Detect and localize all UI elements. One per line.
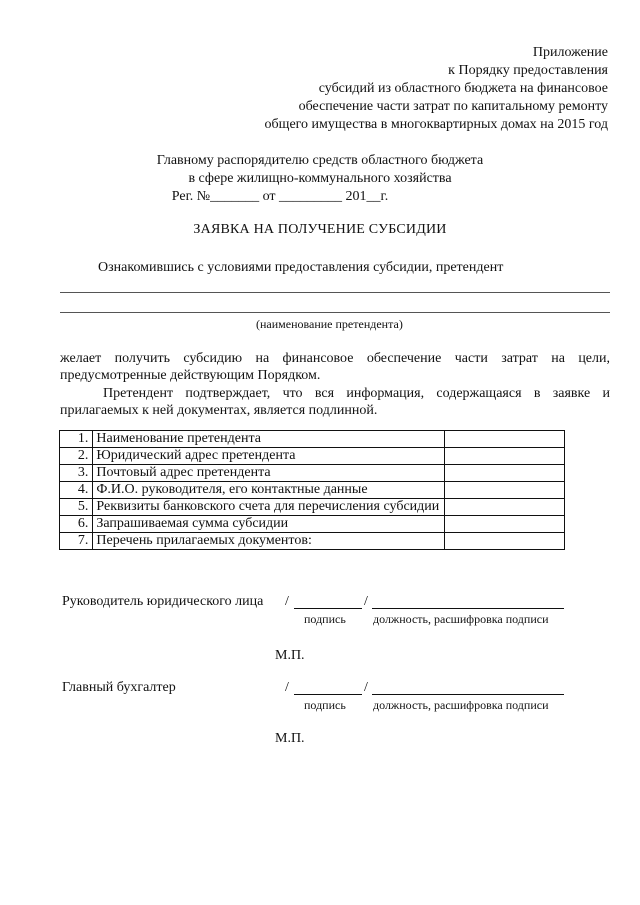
appendix-line: субсидий из областного бюджета на финансовое	[318, 81, 608, 96]
row-value-cell[interactable]	[444, 482, 564, 499]
applicant-name-line	[60, 292, 610, 293]
slash-separator: /	[285, 680, 289, 695]
appendix-line: Приложение	[532, 45, 608, 60]
row-value-cell[interactable]	[444, 533, 564, 550]
document-title: ЗАЯВКА НА ПОЛУЧЕНИЕ СУБСИДИИ	[193, 222, 447, 237]
row-number: 7.	[60, 533, 93, 550]
head-signature-line[interactable]	[294, 608, 362, 609]
table-row	[60, 499, 565, 516]
head-position-line[interactable]	[372, 608, 564, 609]
paragraph-line: предусмотренные действующим Порядком.	[60, 368, 321, 383]
row-label: Ф.И.О. руководителя, его контактные данные	[93, 482, 445, 499]
paragraph-line: желает получить субсидию на финансовое обеспечение части затрат на цели,	[60, 351, 610, 366]
row-number: 4.	[60, 482, 93, 499]
row-value-cell[interactable]	[444, 499, 564, 516]
applicant-name-line	[60, 312, 610, 313]
row-value-cell[interactable]	[444, 516, 564, 533]
applicant-caption: (наименование претендента)	[256, 317, 403, 331]
row-value-cell[interactable]	[444, 465, 564, 482]
row-number: 3.	[60, 465, 93, 482]
row-label: Наименование претендента	[93, 431, 445, 448]
row-label: Почтовый адрес претендента	[93, 465, 445, 482]
row-label: Юридический адрес претендента	[93, 448, 445, 465]
appendix-header	[265, 44, 608, 134]
position-caption: должность, расшифровка подписи	[373, 698, 549, 712]
table-row	[60, 431, 565, 448]
row-label: Запрашиваемая сумма субсидии	[93, 516, 445, 533]
appendix-line: к Порядку предоставления	[448, 63, 608, 78]
requisites-table	[59, 430, 565, 550]
accountant-signature-line[interactable]	[294, 694, 362, 695]
registration-number: Рег. №_______ от _________ 201__г.	[171, 189, 389, 204]
row-label: Реквизиты банковского счета для перечисления субсидии	[93, 499, 445, 516]
addressee-line: Главному распорядителю средств областного бюджета	[156, 153, 484, 168]
addressee-block	[0, 152, 640, 206]
slash-separator: /	[285, 594, 289, 609]
table-row	[60, 482, 565, 499]
table-row	[60, 465, 565, 482]
appendix-line: общего имущества в многоквартирных домах на 2015 год	[264, 117, 608, 132]
position-caption: должность, расшифровка подписи	[373, 612, 549, 626]
accountant-signature-label: Главный бухгалтер	[62, 680, 176, 695]
row-number: 1.	[60, 431, 93, 448]
sign-caption: подпись	[304, 698, 346, 712]
table-row	[60, 516, 565, 533]
appendix-line: обеспечение части затрат по капитальному ремонту	[298, 99, 608, 114]
row-number: 5.	[60, 499, 93, 516]
slash-separator: /	[364, 680, 368, 695]
intro-text: Ознакомившись с условиями предоставления субсидии, претендент	[98, 260, 504, 275]
stamp-place: М.П.	[275, 731, 305, 746]
table-row	[60, 448, 565, 465]
head-signature-label: Руководитель юридического лица	[62, 594, 264, 609]
paragraph-1	[60, 350, 610, 384]
stamp-place: М.П.	[275, 648, 305, 663]
row-number: 6.	[60, 516, 93, 533]
row-label: Перечень прилагаемых документов:	[93, 533, 445, 550]
row-value-cell[interactable]	[444, 448, 564, 465]
accountant-position-line[interactable]	[372, 694, 564, 695]
addressee-line: в сфере жилищно-коммунального хозяйства	[188, 171, 452, 186]
row-number: 2.	[60, 448, 93, 465]
paragraph-line: Претендент подтверждает, что вся информация, содержащаяся в заявке и	[103, 386, 610, 401]
sign-caption: подпись	[304, 612, 346, 626]
table-row	[60, 533, 565, 550]
slash-separator: /	[364, 594, 368, 609]
row-value-cell[interactable]	[444, 431, 564, 448]
paragraph-2	[60, 385, 610, 419]
paragraph-line: прилагаемых к ней документах, является подлинной.	[60, 403, 378, 418]
